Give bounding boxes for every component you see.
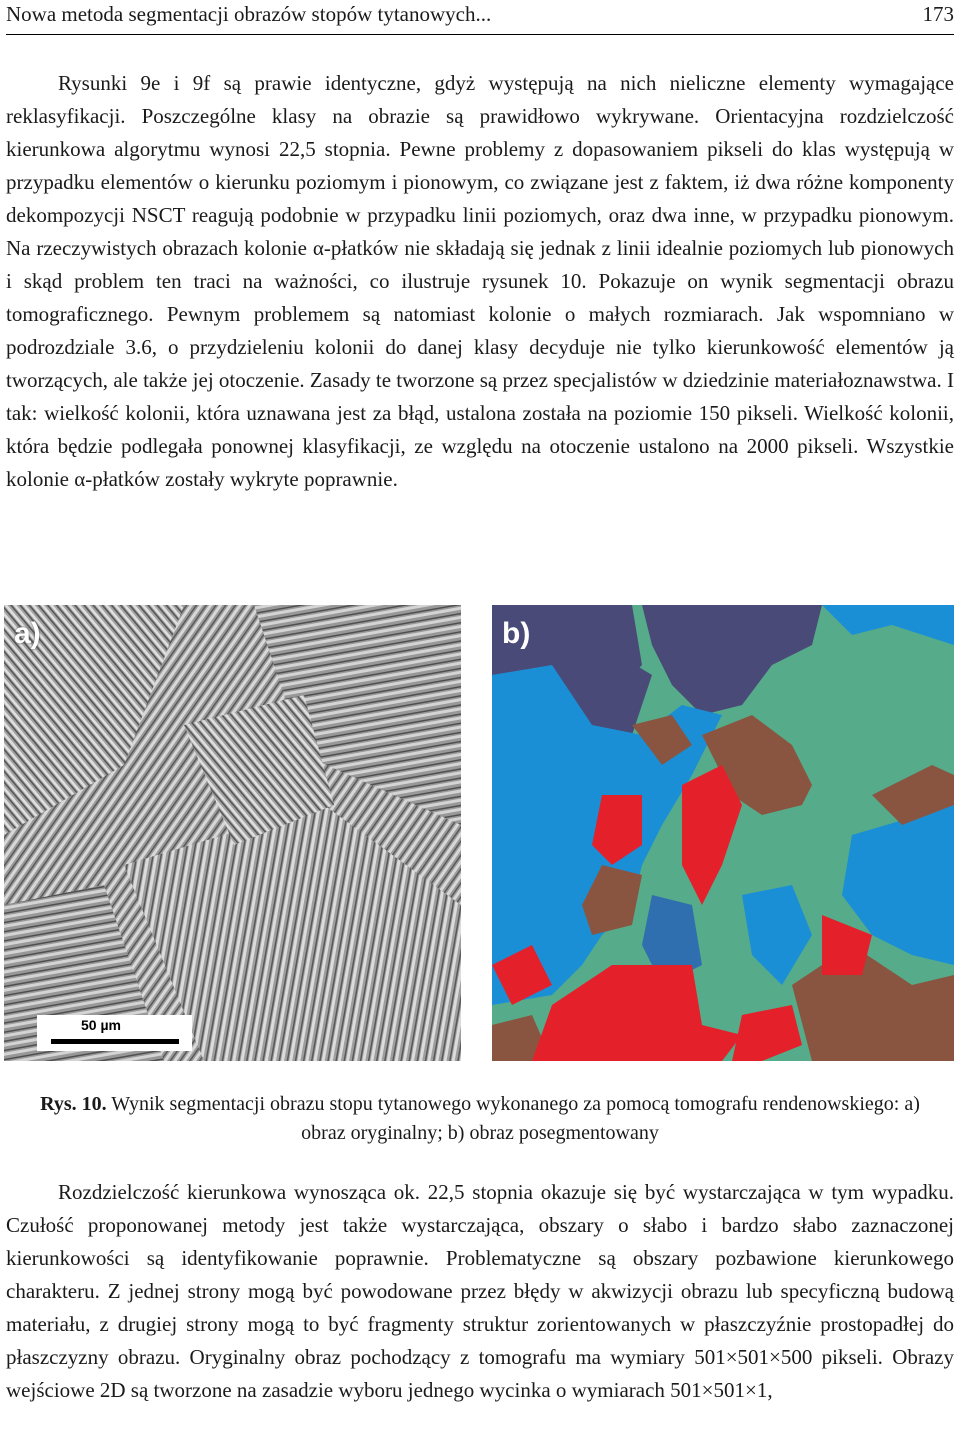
panel-b-label: b) — [502, 617, 531, 650]
caption-text: Wynik segmentacji obrazu stopu tytanowego wykonanego za pomocą tomografu rendenowskiego: a) obraz oryginalny; b) obraz posegmentowany — [111, 1093, 920, 1144]
micrograph-original — [4, 605, 461, 1061]
caption-label: Rys. 10. — [40, 1093, 107, 1115]
micrograph-texture — [4, 605, 461, 1061]
figure-caption — [40, 1090, 920, 1148]
scale-bar-line — [51, 1039, 179, 1044]
segmentation-result — [492, 605, 954, 1061]
page-number: 173 — [922, 2, 954, 26]
segmentation-map — [492, 605, 954, 1061]
panel-a-label: a) — [14, 617, 41, 650]
page-header — [6, 0, 954, 35]
body-paragraph-2: Rozdzielczość kierunkowa wynosząca ok. 22,5 stopnia okazuje się być wystarczająca w tym wypadku. Czułość proponowanej metody jest także wystarczająca, obszary o słabo i bardzo słabo zaznaczonej kierunkowości są identyfikowanie poprawnie. Problematyczne są obszary pozbawione kierunkowego charakteru. Z jednej strony mogą być powodowane przez błędy w akwizycji obrazu lub specyficzną budową materiału, z drugiej strony mogą to być fragmenty struktur zorientowanych w płaszczyźnie prostopadłej do płaszczyzny obrazu. Oryginalny obraz pochodzący z tomografu ma wymiary 501×501×500 pikseli. Obrazy wejściowe 2D są tworzone na zasadzie wyboru jednego wycinka o wymiarach 501×501×1, — [6, 1180, 954, 1402]
scale-bar-label: 50 µm — [81, 1017, 121, 1033]
body-paragraph-1: Rysunki 9e i 9f są prawie identyczne, gdyż występują na nich nieliczne elementy wymagające reklasyfikacji. Poszczególne klasy na obrazie są prawidłowo wykrywane. Orientacyjna rozdzielczość kierunkowa algorytmu wynosi 22,5 stopnia. Pewne problemy z dopasowaniem pikseli do klas występują w przypadku elementów o kierunku poziomym i pionowym, co związane jest z faktem, iż dwa różne komponenty dekompozycji NSCT reagują podobnie w przypadku linii poziomych, oraz dwa inne, w przypadku pionowym. Na rzeczywistych obrazach kolonie α-płatków nie składają się jednak z linii idealnie poziomych lub pionowych i skąd problem ten traci na ważności, co ilustruje rysunek 10. Pokazuje on wynik segmentacji obrazu tomograficznego. Pewnym problemem są natomiast kolonie o małych rozmiarach. Jak wspomniano w podrozdziale 3.6, o przydzieleniu kolonii do danej klasy decyduje nie tylko kierunkowość elementów ją tworzących, ale także jej otoczenie. Zasady te tworzone są przez specjalistów w dziedzinie materiałoznawstwa. I tak: wielkość kolonii, która uznawana jest za błąd, ustalona została na poziomie 150 pikseli. Wielkość kolonii, która będzie podlegała ponownej klasyfikacji, ze względu na otoczenie ustalono na 2000 pikseli. Wszystkie kolonie α-płatków zostały wykryte poprawnie. — [6, 71, 954, 491]
scale-bar — [37, 1015, 192, 1051]
running-title: Nowa metoda segmentacji obrazów stopów tytanowych... — [6, 2, 492, 26]
figure-10 — [4, 605, 954, 1063]
